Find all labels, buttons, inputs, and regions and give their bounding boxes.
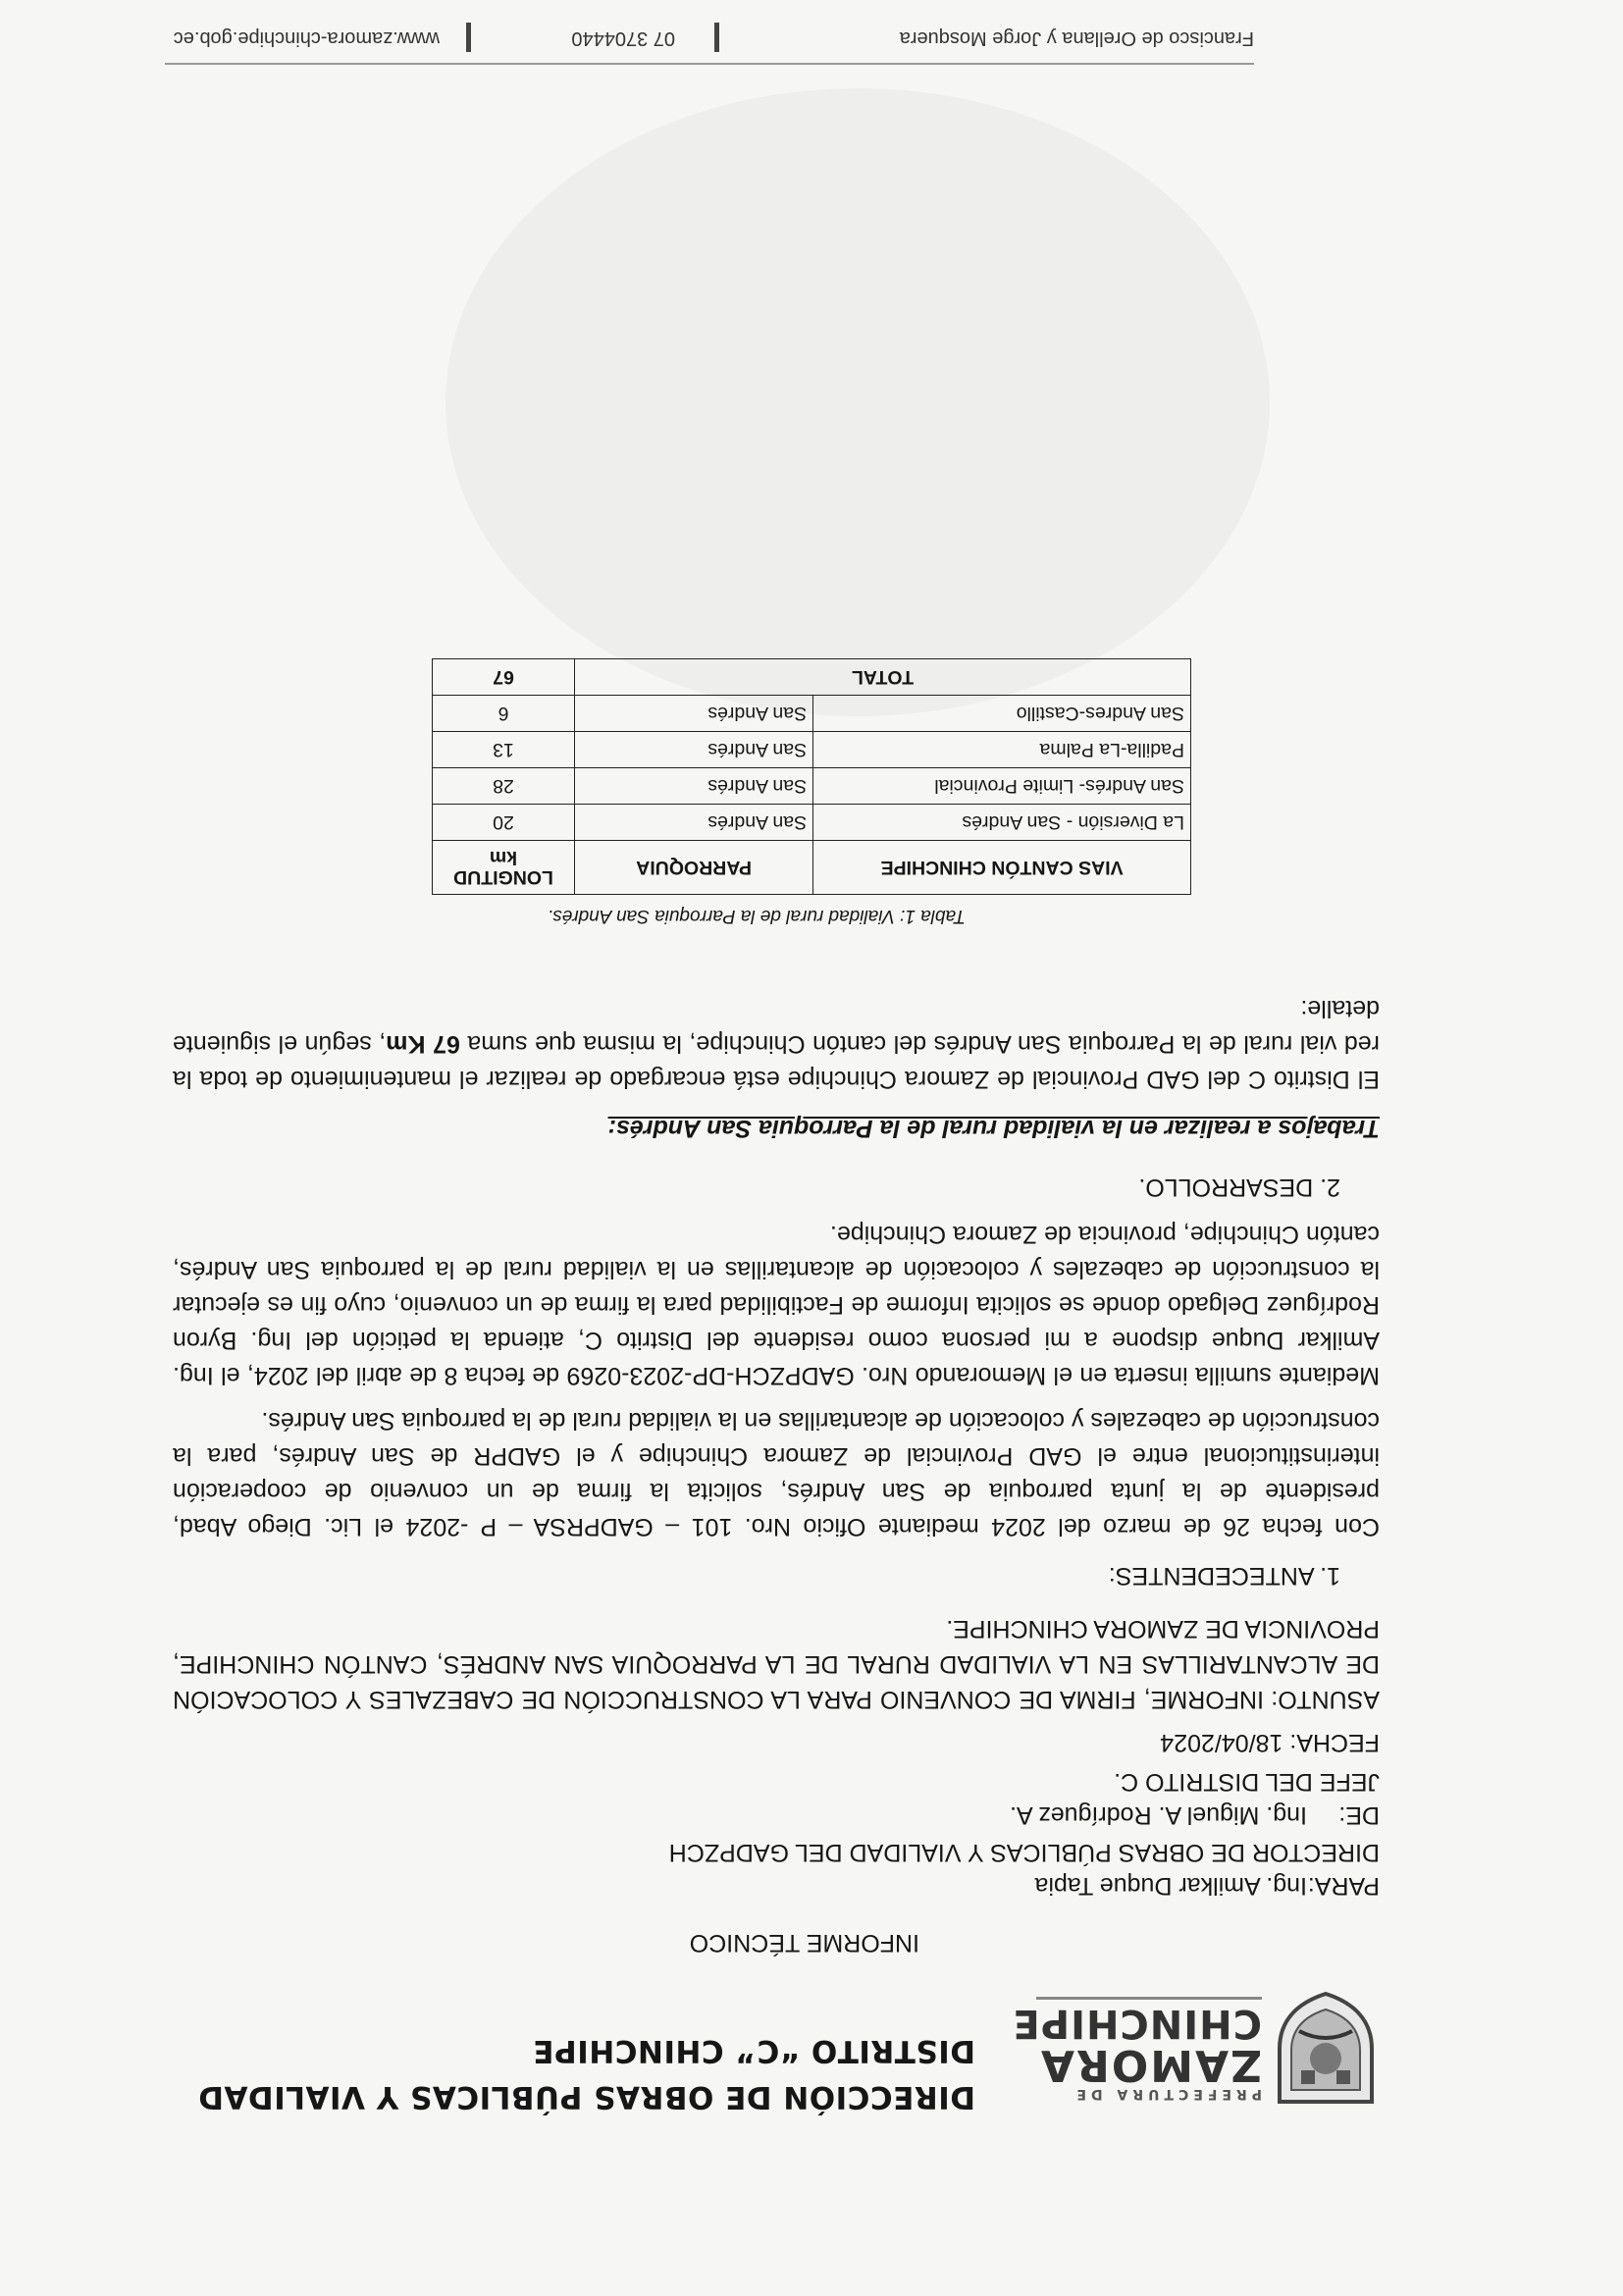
asunto-text: INFORME, FIRMA DE CONVENIO PARA LA CONSTRUCCIÓN DE CABEZALES Y COLOCACIÓN DE ALCANTARILLAS EN LA VIALIDAD RURAL DE LA PARROQUIA SAN ANDRÉS, CANTÓN CHINCHIPE, PROVINCIA DE ZAMORA CHINCHIPE.	[173, 1615, 1380, 1713]
subsection-trabajos-title: Trabajos a realizar en la vialidad rural de la Parroquia San Andrés:	[607, 1115, 1380, 1142]
table-cell-longitud: 6	[433, 696, 575, 732]
table-cell-parroquia: San Andrés	[575, 732, 813, 768]
table-cell-longitud: 28	[433, 768, 575, 805]
logo-chinchipe-text: CHINCHIPE	[1012, 2001, 1262, 2046]
logo-prefectura-text: PREFECTURA DE	[1072, 2086, 1262, 2102]
footer-separator	[714, 23, 719, 52]
paragraph-antecedentes-1: Con fecha 26 de marzo del 2024 mediante Oficio Nro. 101 – GADPRSA – P -2024 el Lic. Diego Abad, presidente de la junta parroquia de San Andrés, solicita la firma de un convenio de cooperación interinstitucional entre el GAD Provincial de Zamora Chinchipe y el GADPR de San Andrés, para la construcción de cabezales y colocación de alcantarillas en la vialidad rural de la parroquia San Andrés.	[173, 1407, 1380, 1540]
para-role: DIRECTOR DE OBRAS PÚBLICAS Y VIALIDAD DEL GADPZCH	[668, 1839, 1380, 1866]
table-row	[433, 805, 1191, 841]
paragraph-desarrollo	[173, 991, 1380, 1097]
paragraph-desarrollo-end: , según el siguiente detalle:	[173, 995, 1380, 1058]
table-cell-parroquia: San Andrés	[575, 696, 813, 732]
section-desarrollo-title: 2. DESARROLLO.	[1138, 1174, 1340, 1201]
table-row	[433, 768, 1191, 805]
table-cell-longitud: 20	[433, 805, 575, 841]
prefectura-logo	[1012, 1992, 1380, 2110]
table-row	[433, 696, 1191, 732]
document-title: INFORME TÉCNICO	[689, 1929, 919, 1957]
logo-zamora-text: ZAMORA	[1038, 2040, 1262, 2090]
table-header-parroquia: PARROQUIA	[575, 841, 813, 895]
header-direccion: DIRECCIÓN DE OBRAS PÚBLICAS Y VIALIDAD	[197, 2079, 975, 2114]
de-name: Ing. Miguel A. Rodríguez A.	[1010, 1801, 1307, 1829]
para-name: Ing. Amilkar Duque Tapia	[1034, 1872, 1307, 1900]
table-header-vias: VIAS CANTÓN CHINCHIPE	[813, 841, 1191, 895]
footer-website: www.zamora-chinchipe.gob.ec	[173, 27, 440, 49]
table-cell-via: San Andres-Castillo	[813, 696, 1191, 732]
asunto-label: ASUNTO:	[1271, 1686, 1380, 1713]
footer-address: Francisco de Orellana y Jorge Mosquera	[899, 27, 1254, 49]
table-cell-longitud: 13	[433, 732, 575, 768]
header-distrito: DISTRITO “C” CHINCHIPE	[532, 2033, 975, 2068]
de-role: JEFE DEL DISTRITO C.	[1114, 1768, 1380, 1796]
table-header-longitud: LONGITUD km	[433, 841, 575, 895]
footer-divider	[165, 63, 1254, 65]
table-caption: Tabla 1: Vialidad rural de la Parroquia San Andrés.	[547, 906, 966, 926]
table-total-value: 67	[433, 659, 575, 696]
table-row	[433, 732, 1191, 768]
table-header-row	[433, 841, 1191, 895]
table-cell-parroquia: San Andrés	[575, 768, 813, 805]
watermark-crest-icon	[416, 59, 1299, 746]
table-total-row	[433, 659, 1191, 696]
shield-crest-icon	[1272, 1992, 1380, 2110]
total-km-highlight: 67 Km	[386, 1030, 460, 1058]
logo-divider	[1036, 1997, 1262, 2000]
para-label: PARA:	[1307, 1872, 1380, 1900]
table-cell-via: La Diversión - San Andrés	[813, 805, 1191, 841]
table-total-label: TOTAL	[575, 659, 1191, 696]
table-cell-via: Padilla-La Palma	[813, 732, 1191, 768]
table-cell-via: San Andrés- Limite Provincial	[813, 768, 1191, 805]
table-cell-parroquia: San Andrés	[575, 805, 813, 841]
footer-phone: 07 3704440	[571, 27, 675, 49]
footer-separator	[466, 23, 471, 52]
de-label: DE:	[1338, 1801, 1380, 1829]
section-antecedentes-title: 1. ANTECEDENTES:	[1108, 1562, 1340, 1590]
paragraph-desarrollo-text: El Distrito C del GAD Provincial de Zamora Chinchipe está encargado de realizar el mantenimiento de toda la red vial rural de la Parroquia San Andrés del cantón Chinchipe, la misma que suma	[173, 1030, 1380, 1093]
fecha-line: FECHA: 18/04/2024	[1160, 1729, 1380, 1756]
vialidad-table	[432, 658, 1191, 895]
paragraph-antecedentes-2: Mediante sumilla inserta en el Memorando Nro. GADPZCH-DP-2023-0269 de fecha 8 de abril del 2024, el Ing. Amilkar Duque dispone a mi persona como residente del Distrito C, atienda la petición del Ing. Byron Rodríguez Delgado donde se solicita Informe de Factibilidad para la firma de un convenio, cuyo fin es ejecutar la construcción de cabezales y colocación de alcantarillas en la vialidad rural de la parroquia San Andrés, cantón Chinchipe, provincia de Zamora Chinchipe.	[173, 1221, 1380, 1389]
